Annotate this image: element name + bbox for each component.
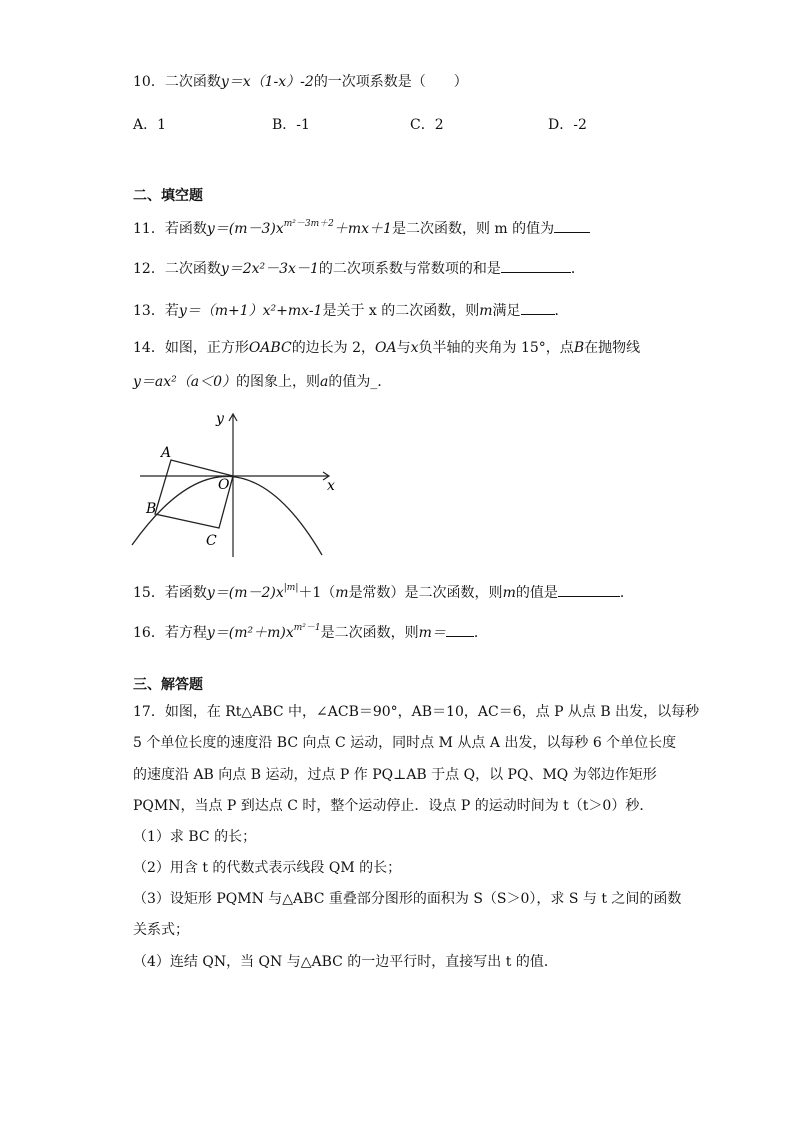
- q13-mid: 是关于 x 的二次函数，则: [322, 303, 480, 319]
- q13-tail: 满足: [492, 303, 521, 319]
- q12-lead: 12．二次函数: [133, 261, 221, 277]
- q17-part-2: （2）用含 t 的代数式表示线段 QM 的长；: [133, 860, 402, 876]
- q15-answer-blank[interactable]: [558, 582, 620, 597]
- question-10: [133, 72, 468, 92]
- section-fill-in-blank-heading: 二、填空题: [133, 188, 203, 204]
- q14-text-i: 在抛物线: [584, 340, 641, 356]
- q17-part-4: （4）连结 QN，当 QN 与△ABC 的一边平行时，直接写出 t 的值．: [133, 954, 558, 970]
- q15-expr-tail: ＋1（: [298, 585, 336, 601]
- q14-text-c: 的边长为 2，: [291, 340, 376, 356]
- q14-text-tail: 的值为_．: [328, 374, 392, 390]
- q14-text-mid: 的图象上，则: [236, 374, 321, 390]
- q16-tail: 是二次函数，则: [320, 625, 419, 641]
- q13-answer-blank[interactable]: [521, 300, 555, 315]
- q11-answer-blank[interactable]: [554, 218, 590, 233]
- q17-part-3-line-1: （3）设矩形 PQMN 与△ABC 重叠部分图形的面积为 S（S＞0），求 S 与 t 之间的函数: [133, 891, 682, 907]
- q14-text-g: 负半轴的夹角为 15°，点: [418, 340, 574, 356]
- q17-part-1: （1）求 BC 的长；: [133, 829, 257, 845]
- question-12: [133, 258, 585, 279]
- question-14-line-1: [133, 338, 640, 358]
- q17-part-3-line-2: 关系式；: [133, 922, 189, 938]
- q15-var: m: [335, 585, 349, 601]
- q10-tail: 的一次项系数是（ ）: [313, 74, 468, 90]
- question-13: [133, 300, 569, 321]
- q10-option-a: A．1: [133, 117, 167, 133]
- q14-text-a: 14．如图，正方形: [133, 340, 249, 356]
- q10-expression: y＝x（1-x）-2: [220, 74, 314, 90]
- q12-end: ．: [570, 261, 585, 277]
- q12-answer-blank[interactable]: [501, 258, 571, 273]
- q16-answer-blank[interactable]: [446, 622, 474, 637]
- q15-end: ．: [619, 585, 634, 601]
- q15-var2: m: [502, 585, 516, 601]
- q14-point-b: B: [573, 340, 585, 356]
- q13-expression: y＝（m+1）x²+mx-1: [178, 303, 323, 319]
- q14-figure: [130, 405, 340, 569]
- q14-figure-svg: [130, 405, 340, 565]
- q10-option-c: C．2: [410, 117, 444, 133]
- q15-tail: 是常数）是二次函数，则: [348, 585, 503, 601]
- q16-lead: 16．若方程: [133, 625, 207, 641]
- question-14-line-2: [133, 372, 391, 392]
- label-c: C: [206, 533, 217, 549]
- q13-end: ．: [554, 303, 569, 319]
- q17-line-2: 5 个单位长度的速度沿 BC 向点 C 运动，同时点 M 从点 A 出发，以每秒 6 个单位长度: [133, 735, 677, 751]
- q15-expression: $y=(m-2)x^{|m|}$: [206, 583, 299, 601]
- q14-text-e: 与: [396, 340, 411, 356]
- section-solve-heading: 三、解答题: [133, 677, 203, 693]
- question-11: [133, 218, 590, 239]
- q17-line-4: PQMN，当点 P 到达点 C 时，整个运动停止．设点 P 的运动时间为 t（t＞0）秒．: [133, 798, 654, 814]
- q13-lead: 13．若: [133, 303, 179, 319]
- q14-axis-x: x: [410, 340, 419, 356]
- label-o: O: [218, 477, 230, 493]
- question-15: [133, 582, 634, 603]
- q11-lead: 11．若函数: [133, 221, 207, 237]
- q11-expression: $y=(m-3)x^{m^2-3m+2}+mx+1$: [206, 219, 392, 237]
- q10-number: 10．: [133, 74, 165, 90]
- q16-expr2: m＝: [418, 625, 446, 641]
- q14-parabola-expression: y＝ax²（a＜0）: [133, 374, 237, 390]
- q10-option-b: B．-1: [272, 117, 310, 133]
- q17-line-1: 17．如图，在 Rt△ABC 中，∠ACB＝90°，AB＝10，AC＝6，点 P 从点 B 出发，以每秒: [133, 704, 700, 720]
- q16-expression: $y=(m^2+m)x^{m^2-1}$: [206, 623, 321, 641]
- q11-tail: 是二次函数，则 m 的值为: [391, 221, 555, 237]
- label-y: y: [216, 411, 224, 427]
- label-a: A: [161, 445, 172, 461]
- q17-line-3: 的速度沿 AB 向点 B 运动，过点 P 作 PQ⊥AB 于点 Q，以 PQ、MQ 为邻边作矩形: [133, 767, 657, 783]
- label-x: x: [327, 478, 335, 494]
- q16-end: ．: [473, 625, 488, 641]
- label-b: B: [146, 501, 157, 517]
- q13-var: m: [479, 303, 493, 319]
- question-16: [133, 622, 488, 643]
- q12-tail: 的二次项系数与常数项的和是: [318, 261, 501, 277]
- q14-square-name: OABC: [248, 340, 292, 356]
- q15-tail2: 的值是: [515, 585, 558, 601]
- square-oabc: [155, 460, 233, 528]
- q14-segment-oa: OA: [375, 340, 397, 356]
- q15-lead: 15．若函数: [133, 585, 207, 601]
- q10-option-d: D．-2: [548, 117, 587, 133]
- q10-text: 二次函数: [164, 74, 221, 90]
- q12-expression: y＝2x²－3x－1: [220, 261, 319, 277]
- q14-var-a: a: [320, 374, 329, 390]
